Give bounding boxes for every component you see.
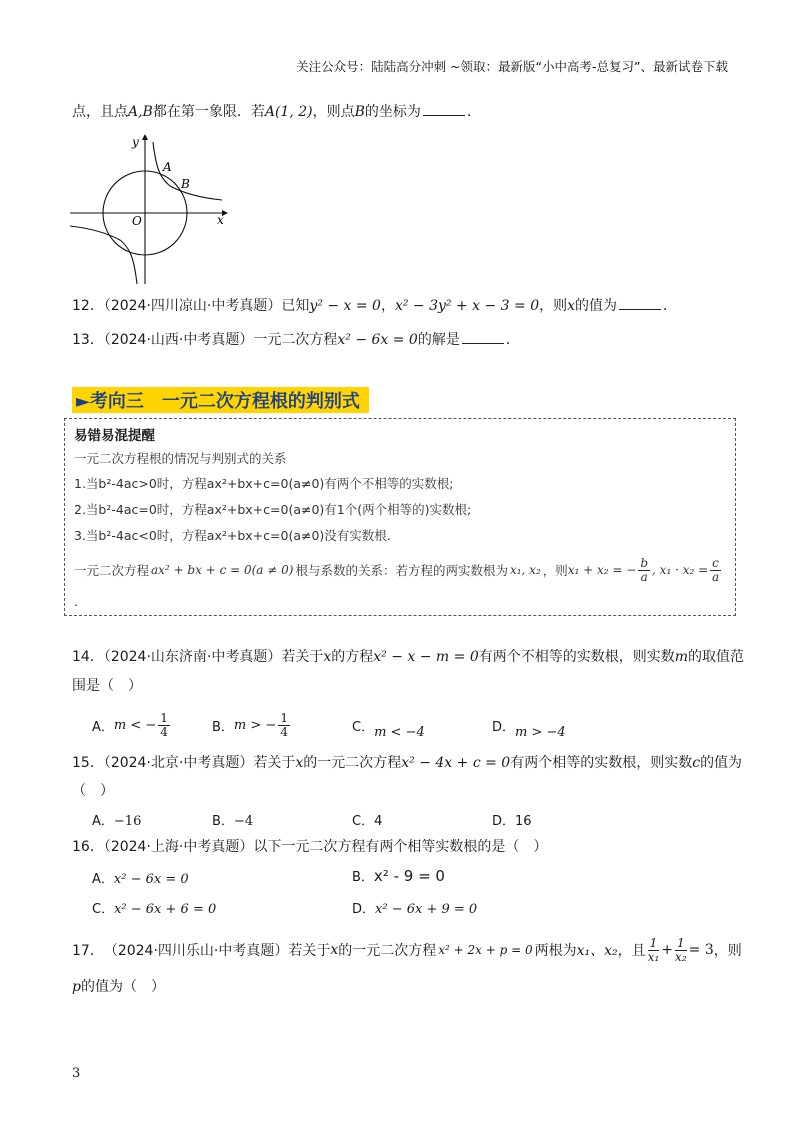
tips-line: 3.当b²-4ac<0时，方程ax²+bx+c=0(a≠0)没有实数根.: [74, 528, 391, 543]
fraction-1-over-x1: [648, 937, 660, 963]
q14-line2: 围是（ ）: [72, 678, 142, 694]
question-number: 12．: [72, 298, 104, 314]
fraction-b-over-a: [638, 557, 650, 583]
q17-equation-tail: = 3: [688, 942, 714, 959]
question-source: （2024·山东济南·中考真题）: [103, 649, 282, 665]
option-label: A．: [92, 814, 114, 829]
q11-dot: ．: [466, 104, 481, 120]
option-label: D．: [492, 814, 516, 829]
option-label: A．: [92, 872, 114, 887]
option-value: 4: [374, 814, 383, 829]
q15-text: 有两个相等的实数根，则实数: [510, 755, 693, 771]
q11-points-ab: A,B: [128, 104, 153, 120]
q14-option-c[interactable]: [352, 716, 425, 740]
hyperbola-branch-2: [70, 226, 137, 284]
q15-equation: x² − 4x + c = 0: [401, 755, 511, 771]
q12-text: 已知: [281, 298, 310, 314]
q11-text: ，则点: [312, 104, 355, 120]
q14-variable: x: [323, 649, 332, 665]
q14-text: 若关于: [281, 649, 324, 665]
option-expression: m < −: [113, 717, 157, 733]
q12-text: ，则: [539, 298, 568, 314]
q14-text: 的取值范: [688, 649, 745, 665]
y-axis-arrow: [142, 134, 148, 140]
q13-equation: x² − 6x = 0: [337, 332, 418, 348]
tips-line: 1.当b²-4ac>0时，方程ax²+bx+c=0(a≠0)有两个不相等的实数根;: [74, 476, 454, 491]
option-label: A．: [92, 719, 114, 735]
q14-option-b[interactable]: [212, 712, 292, 738]
q17-roots: x₁、x₂: [576, 943, 618, 960]
fraction-one-quarter: [158, 712, 170, 738]
question-number: 14．: [72, 649, 104, 665]
q15-variable: x: [295, 755, 304, 771]
origin-label: O: [132, 214, 142, 228]
option-label: D．: [492, 720, 516, 735]
option-label: C．: [352, 814, 375, 829]
q13-text: 的解是: [417, 332, 460, 348]
q15-option-a[interactable]: [92, 810, 141, 829]
tips-vieta-line: [74, 557, 723, 583]
question-14: [72, 646, 744, 666]
y-axis-label: y: [132, 135, 139, 149]
q11-point-b: B: [354, 104, 365, 120]
q17-equation: x² + 2x + p = 0: [438, 943, 533, 958]
fraction-denominator: a: [711, 569, 720, 584]
x-axis-label: x: [217, 213, 224, 227]
q14-equation: x² − x − m = 0: [373, 649, 479, 665]
option-expression: m > −: [233, 717, 277, 733]
question-13: [72, 329, 520, 349]
fraction-numerator: 1: [677, 936, 685, 950]
tips-line: 2.当b²-4ac=0时，方程ax²+bx+c=0(a≠0)有1个(两个相等的)实数根;: [74, 502, 472, 517]
tips-line: 一元二次方程根的情况与判别式的关系: [74, 451, 287, 466]
q15-option-d[interactable]: [492, 810, 532, 829]
question-source: （2024·四川凉山·中考真题）: [103, 298, 282, 314]
question-source: （2024·四川乐山·中考真题）: [103, 943, 289, 960]
q17-text: 两根为: [534, 943, 577, 960]
tips-text: 根与系数的关系：若方程的两实数根为: [295, 563, 508, 579]
q14-option-d[interactable]: [492, 716, 566, 740]
q17-text: 的值为（ ）: [80, 979, 165, 995]
q12-equation-1: y² − x = 0: [309, 298, 381, 314]
q17-text: 若关于: [288, 943, 331, 960]
section-title: ►考向三 一元二次方程根的判别式: [72, 387, 369, 413]
fraction-denominator: 4: [160, 724, 168, 739]
q17-variable: x: [330, 942, 339, 959]
tips-roots: x₁, x₂: [509, 563, 541, 578]
q11-text: 的坐标为: [364, 104, 421, 120]
question-source: （2024·上海·中考真题）: [103, 839, 254, 855]
point-a-label: A: [163, 160, 172, 174]
option-label: D．: [352, 902, 376, 917]
q11-point-a: A(1, 2): [264, 104, 313, 120]
option-label: C．: [92, 902, 115, 917]
tips-text: ，则: [542, 563, 568, 579]
q17-text: ，则: [713, 943, 742, 960]
question-12: [72, 295, 677, 315]
fraction-numerator: b: [640, 556, 649, 570]
q16-option-c[interactable]: [92, 898, 216, 917]
question-number: 13．: [72, 332, 104, 348]
fraction-1-over-x2: [675, 937, 687, 963]
q14-variable-m: m: [674, 649, 689, 665]
circle-hyperbola-graph: [70, 126, 230, 286]
q12-text: 的值为: [575, 298, 618, 314]
question-16: [72, 836, 547, 856]
q17-line2: [72, 976, 165, 996]
q15-text: 若关于: [253, 755, 296, 771]
fraction-numerator: 1: [160, 711, 168, 725]
option-value: x² - 9 = 0: [373, 867, 445, 885]
fraction-denominator: a: [640, 569, 648, 584]
q16-option-a[interactable]: [92, 868, 189, 887]
page-header: 关注公众号：陆陆高分冲刺 ~领取：最新版“小中高考-总复习”、最新试卷下载: [296, 59, 728, 74]
question-15: [72, 752, 742, 772]
fraction-c-over-a: [710, 557, 721, 583]
option-expression: m < −4: [374, 725, 425, 740]
fraction-denominator: x₁: [647, 949, 660, 964]
q16-text: 以下一元二次方程有两个相等实数根的是（ ）: [253, 839, 548, 855]
fraction-one-quarter: [278, 712, 290, 738]
option-value: x² − 6x + 9 = 0: [375, 902, 478, 917]
fraction-denominator: 4: [280, 724, 288, 739]
q14-text: 的方程: [331, 649, 374, 665]
q16-option-d[interactable]: [352, 898, 477, 917]
q17-text: 的一元二次方程: [338, 943, 437, 960]
tips-title: 易错易混提醒: [74, 428, 155, 444]
page-number: 3: [72, 1066, 81, 1081]
question-source: （2024·北京·中考真题）: [103, 755, 254, 771]
question-number: 16．: [72, 839, 104, 855]
q17-text: ，且: [617, 943, 646, 960]
option-value: 16: [515, 814, 532, 829]
answer-blank[interactable]: [423, 103, 465, 116]
q15-variable-c: c: [692, 755, 701, 771]
q12-equation-2: x² − 3y² + x − 3 = 0: [394, 298, 540, 314]
option-label: B．: [212, 719, 234, 735]
q11-text: 点，且点: [72, 104, 128, 120]
q15-text: 的一元二次方程: [303, 755, 402, 771]
option-expression: m > −4: [515, 725, 566, 740]
question-number: 15．: [72, 755, 104, 771]
q12-variable: x: [567, 298, 576, 314]
tips-equation: ax² + bx + c = 0(a ≠ 0): [151, 563, 294, 578]
fraction-numerator: 1: [280, 711, 288, 725]
tips-product: , x₁ · x₂ =: [652, 563, 709, 578]
fraction-numerator: c: [712, 556, 719, 570]
option-value: −16: [113, 814, 142, 829]
q14-text: 有两个不相等的实数根，则实数: [478, 649, 675, 665]
option-value: x² − 6x + 6 = 0: [114, 902, 217, 917]
q13-dot: ．: [505, 332, 520, 348]
point-b-label: B: [181, 177, 190, 191]
q14-option-a[interactable]: [92, 712, 172, 738]
option-value: −4: [233, 814, 254, 829]
q15-option-c[interactable]: [352, 810, 382, 829]
q17-variable-p: p: [72, 979, 81, 995]
tips-line: .: [74, 594, 78, 609]
plus-sign: +: [661, 942, 674, 959]
question-17: [72, 937, 742, 963]
answer-blank[interactable]: [462, 331, 504, 344]
option-label: B．: [212, 814, 234, 829]
tips-text: 一元二次方程: [74, 563, 150, 579]
question-number: 17．: [72, 943, 104, 960]
question-source: （2024·山西·中考真题）: [103, 332, 254, 348]
tips-sum: x₁ + x₂ = −: [567, 563, 637, 578]
q15-line2: （ ）: [72, 783, 114, 799]
q11-tail: [72, 101, 481, 121]
fraction-numerator: 1: [649, 936, 658, 950]
q15-option-b[interactable]: [212, 810, 253, 829]
q15-text: 的值为: [700, 755, 743, 771]
q13-text: 一元二次方程: [253, 332, 338, 348]
answer-blank[interactable]: [619, 297, 661, 310]
q12-sep: ，: [380, 298, 395, 314]
option-label: B．: [352, 870, 374, 885]
q11-text: 都在第一象限．若: [152, 104, 265, 120]
option-label: C．: [352, 720, 375, 735]
option-value: x² − 6x = 0: [113, 872, 189, 887]
q12-dot: ．: [663, 298, 678, 314]
fraction-denominator: x₂: [675, 949, 687, 964]
q16-option-b[interactable]: [352, 866, 445, 885]
